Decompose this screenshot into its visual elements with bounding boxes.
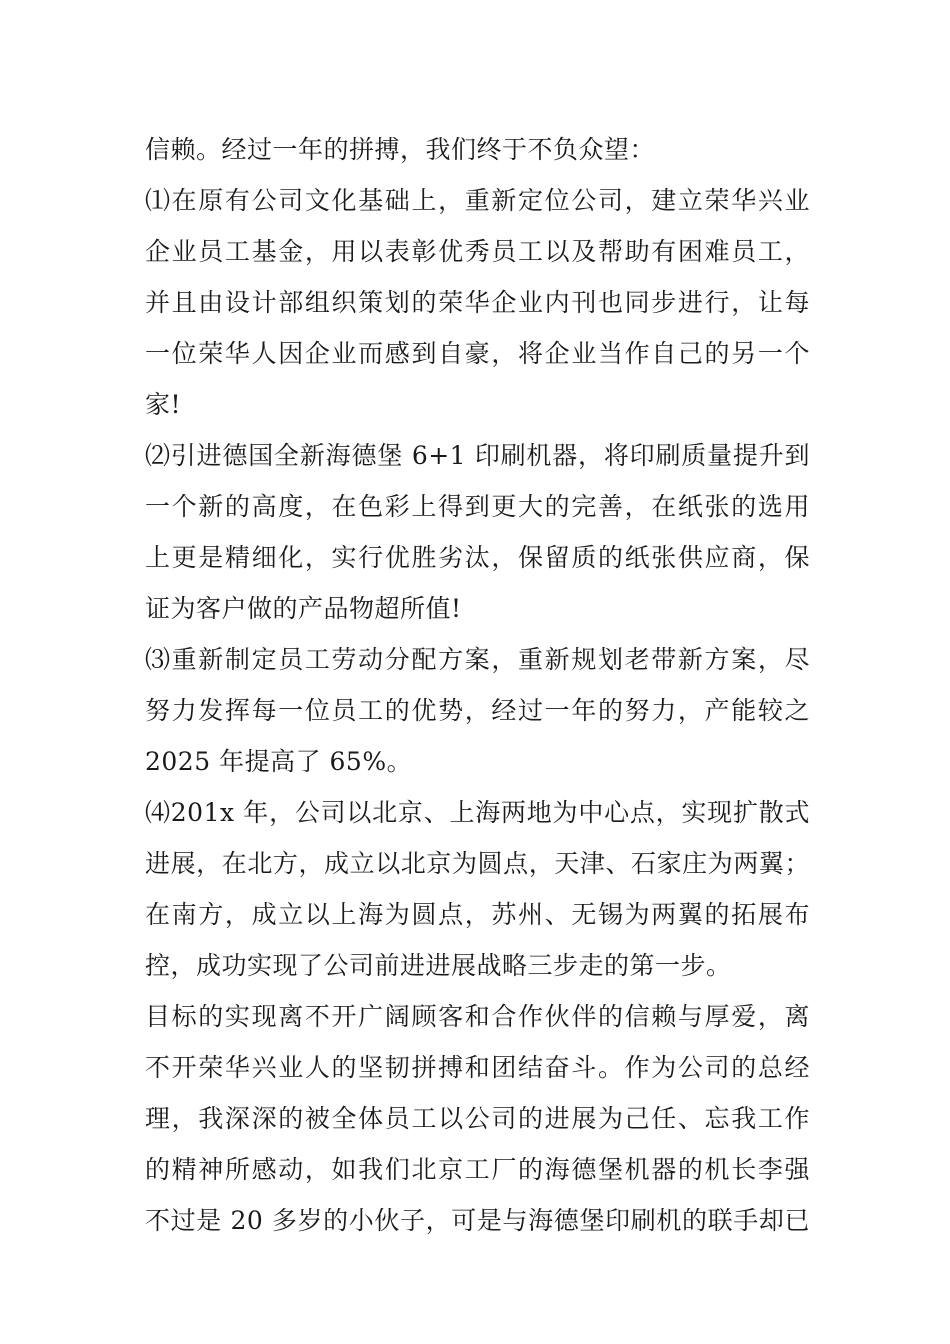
text-line: 理，我深深的被全体员工以公司的进展为己任、忘我工作 <box>145 1104 810 1133</box>
text-line: 努力发挥每一位员工的优势，经过一年的努力，产能较之 <box>145 696 810 725</box>
text-line: ⑵引进德国全新海德堡 6+1 印刷机器，将印刷质量提升到 <box>145 441 810 470</box>
text-line: 上更是精细化，实行优胜劣汰，保留质的纸张供应商，保 <box>145 543 810 572</box>
text-line: 家! <box>145 390 182 419</box>
text-line: 不过是 20 多岁的小伙子，可是与海德堡印刷机的联手却已 <box>145 1206 810 1235</box>
text-line: 在南方，成立以上海为圆点，苏州、无锡为两翼的拓展布 <box>145 900 810 929</box>
text-line: 目标的实现离不开广阔顾客和合作伙伴的信赖与厚爱，离 <box>145 1002 810 1031</box>
body-text <box>145 124 810 1246</box>
text-line: 信赖。经过一年的拼搏，我们终于不负众望： <box>145 135 656 164</box>
text-line: ⑷201x 年，公司以北京、上海两地为中心点，实现扩散式 <box>145 798 810 827</box>
text-line: 证为客户做的产品物超所值! <box>145 594 462 623</box>
text-line: 进展，在北方，成立以北京为圆点，天津、石家庄为两翼； <box>145 849 810 878</box>
text-line: 并且由设计部组织策划的荣华企业内刊也同步进行，让每 <box>145 288 810 317</box>
text-line: ⑴在原有公司文化基础上，重新定位公司，建立荣华兴业 <box>145 186 810 215</box>
text-line: 一个新的高度，在色彩上得到更大的完善，在纸张的选用 <box>145 492 810 521</box>
text-line: 控，成功实现了公司前进进展战略三步走的第一步。 <box>145 951 732 980</box>
text-line: 2025 年提高了 65%。 <box>145 747 413 776</box>
text-line: 企业员工基金，用以表彰优秀员工以及帮助有困难员工， <box>145 237 810 266</box>
text-line: 一位荣华人因企业而感到自豪，将企业当作自己的另一个 <box>145 339 810 368</box>
text-line: 的精神所感动，如我们北京工厂的海德堡机器的机长李强 <box>145 1155 810 1184</box>
text-line: ⑶重新制定员工劳动分配方案，重新规划老带新方案，尽 <box>145 645 810 674</box>
text-line: 不开荣华兴业人的坚韧拼搏和团结奋斗。作为公司的总经 <box>145 1053 810 1082</box>
